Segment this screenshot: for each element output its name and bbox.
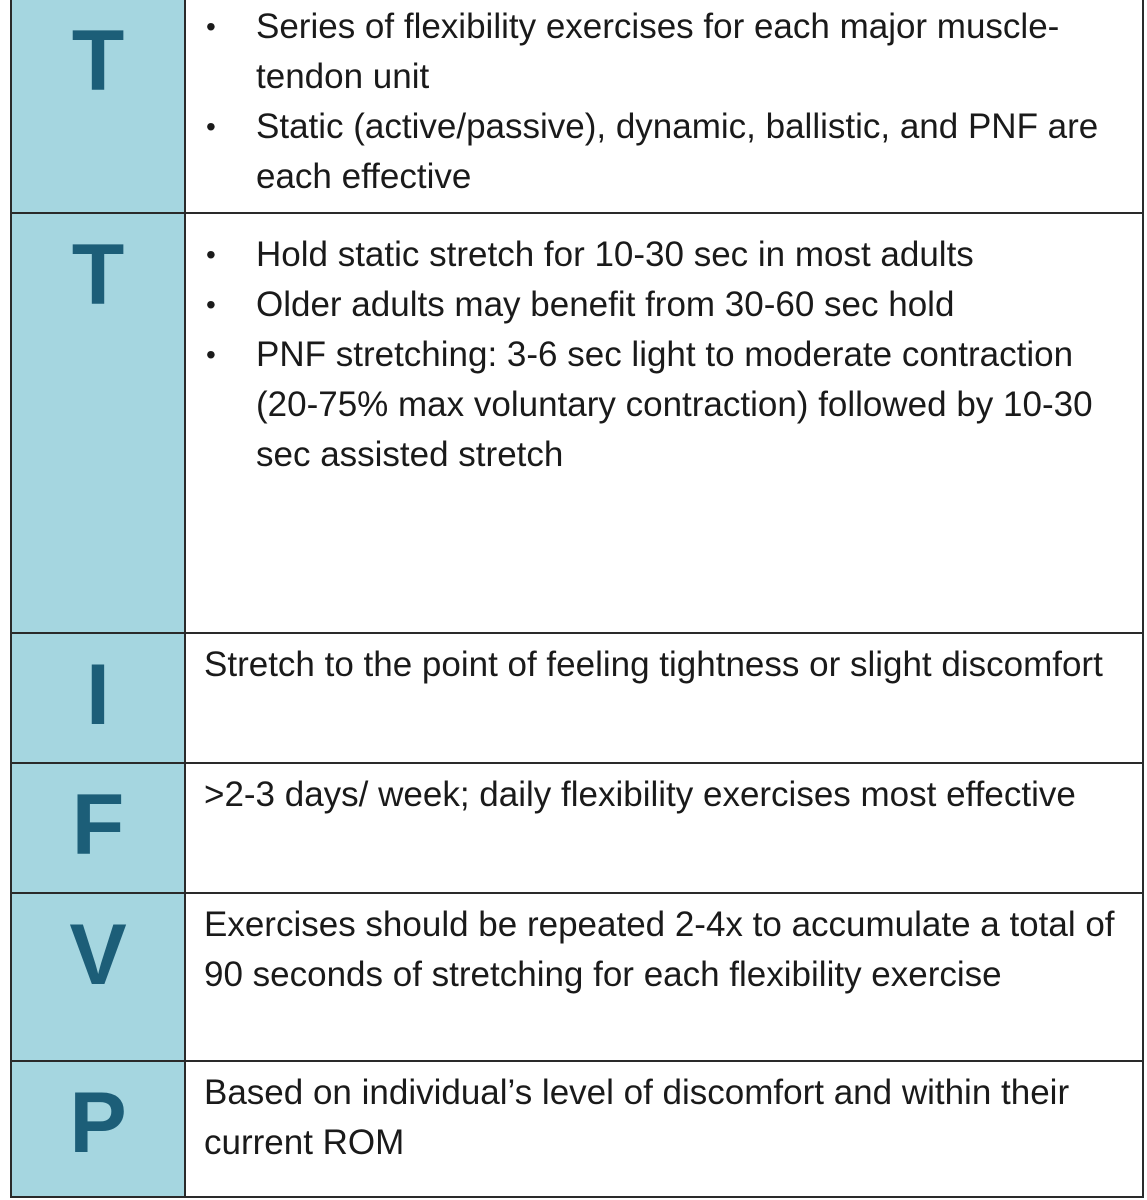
row-letter: T xyxy=(71,13,125,109)
content-cell xyxy=(185,763,1143,893)
bullet-item: • Older adults may benefit from 30-60 sec hold xyxy=(256,280,1122,330)
bullet-item: • PNF stretching: 3-6 sec light to moderate contraction (20-75% max voluntary contraction) followed by 10-30 sec assisted stretch xyxy=(256,330,1122,480)
row-text: >2-3 days/ week; daily flexibility exercises most effective xyxy=(204,775,1076,814)
row-text: Stretch to the point of feeling tightness or slight discomfort xyxy=(204,645,1103,684)
letter-cell xyxy=(11,213,185,633)
row-letter: I xyxy=(86,647,110,743)
table-row-time xyxy=(11,213,1143,633)
letter-cell xyxy=(11,0,185,213)
row-text: Based on individual’s level of discomfort and within their current ROM xyxy=(204,1073,1070,1162)
letter-cell xyxy=(11,1061,185,1197)
bullet-list xyxy=(186,214,1142,480)
bullet-item: • Hold static stretch for 10-30 sec in most adults xyxy=(256,230,1122,280)
row-letter: V xyxy=(69,907,127,1003)
table-row-frequency xyxy=(11,763,1143,893)
content-cell xyxy=(185,633,1143,763)
table-row-progression xyxy=(11,1061,1143,1197)
table-row-type xyxy=(11,0,1143,213)
content-cell xyxy=(185,1061,1143,1197)
fitt-vp-table xyxy=(10,0,1144,1198)
row-letter: P xyxy=(69,1075,127,1171)
table-row-intensity xyxy=(11,633,1143,763)
content-cell xyxy=(185,0,1143,213)
bullet-list xyxy=(186,0,1142,202)
content-cell xyxy=(185,893,1143,1061)
content-cell xyxy=(185,213,1143,633)
table-row-volume xyxy=(11,893,1143,1061)
letter-cell xyxy=(11,763,185,893)
letter-cell xyxy=(11,633,185,763)
row-letter: F xyxy=(71,777,125,873)
bullet-item: • Series of flexibility exercises for each major muscle-tendon unit xyxy=(256,2,1122,102)
row-letter: T xyxy=(71,227,125,323)
bullet-item: • Static (active/passive), dynamic, ballistic, and PNF are each effective xyxy=(256,102,1122,202)
letter-cell xyxy=(11,893,185,1061)
row-text: Exercises should be repeated 2-4x to accumulate a total of 90 seconds of stretching for each flexibility exercise xyxy=(204,905,1115,994)
